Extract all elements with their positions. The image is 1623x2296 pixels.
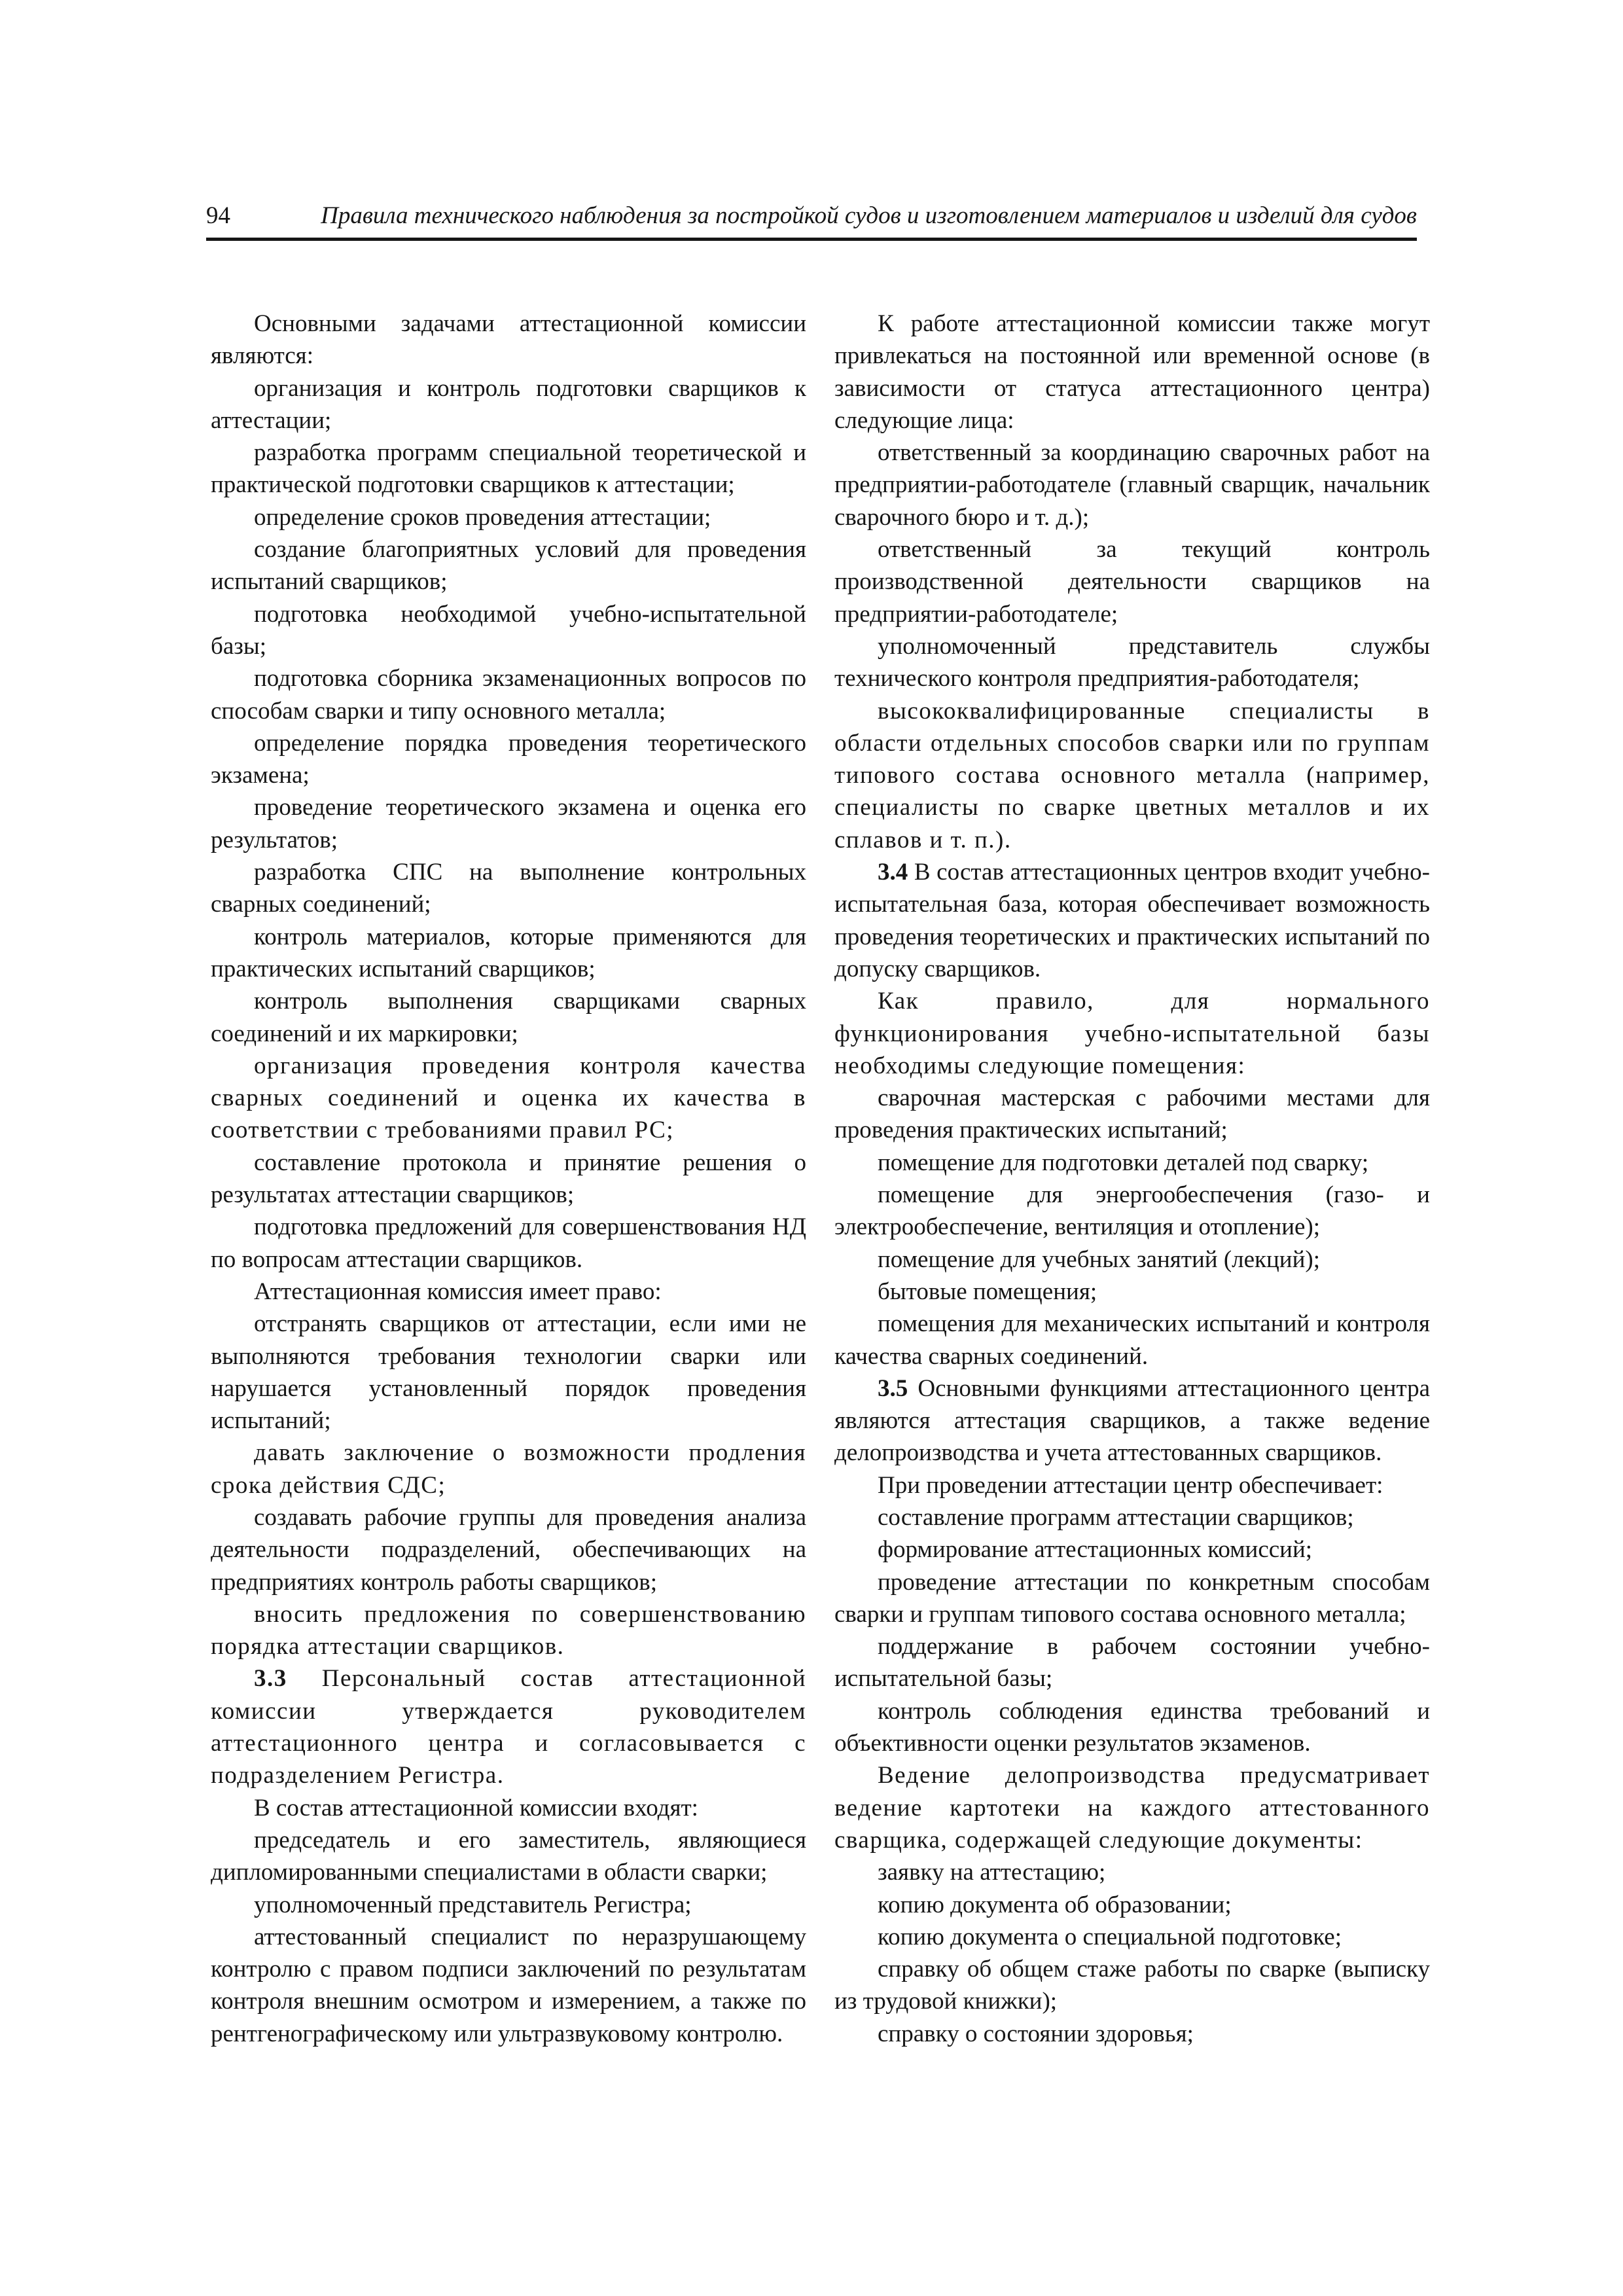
paragraph-text: формирование аттестационных комиссий;: [878, 1536, 1313, 1564]
paragraph: [211, 1276, 806, 1308]
paragraph: [834, 1856, 1430, 1888]
paragraph-text: бытовые помещения;: [878, 1278, 1097, 1305]
paragraph-text: создание благоприятных условий для проведения испытаний сварщиков;: [211, 536, 806, 596]
paragraph: [211, 1308, 806, 1437]
paragraph-text: вносить предложения по совершенствованию порядка аттестации сварщиков.: [211, 1600, 806, 1660]
paragraph-text: подготовка предложений для совершенствования НД по вопросам аттестации сварщиков.: [211, 1213, 806, 1273]
paragraph-text: подготовка сборника экзаменационных вопросов по способам сварки и типу основного металла;: [211, 665, 806, 725]
paragraph-text: Персональный состав аттестационной комиссии утверждается руководителем аттестационного центра и согласовывается с подразделением Регистра.: [211, 1665, 806, 1789]
paragraph: [211, 1050, 806, 1147]
paragraph: [834, 1695, 1430, 1760]
paragraph-text: создавать рабочие группы для проведения анализа деятельности подразделений, обеспечивающих на предприятиях контроль работы сварщиков;: [211, 1503, 806, 1596]
paragraph: [834, 308, 1430, 437]
paragraph-text: помещение для подготовки деталей под сварку;: [878, 1149, 1369, 1176]
paragraph-text: составление протокола и принятие решения о результатах аттестации сварщиков;: [211, 1149, 806, 1209]
paragraph-text: В состав аттестационной комиссии входят:: [254, 1794, 698, 1821]
paragraph-text: контроль выполнения сварщиками сварных соединений и их маркировки;: [211, 988, 806, 1047]
paragraph: [834, 1147, 1430, 1179]
paragraph: [211, 1501, 806, 1598]
running-title: Правила технического наблюдения за постройкой судов и изготовлением материалов и изделий для судов: [321, 202, 1417, 229]
paragraph: [211, 308, 806, 372]
paragraph: [211, 1921, 806, 2050]
paragraph-text: председатель и его заместитель, являющиеся дипломированными специалистами в области сварки;: [211, 1826, 806, 1886]
paragraph: [834, 533, 1430, 630]
paragraph: [211, 727, 806, 792]
paragraph: [834, 1759, 1430, 1856]
section-number: 3.4: [878, 859, 908, 886]
section-number: 3.3: [254, 1665, 287, 1693]
paragraph-text: разработка программ специальной теоретической и практической подготовки сварщиков к аттестации;: [211, 439, 806, 499]
paragraph: [211, 1792, 806, 1824]
paragraph-text: При проведении аттестации центр обеспечивает:: [878, 1471, 1383, 1499]
paragraph-text: составление программ аттестации сварщиков;: [878, 1503, 1354, 1531]
paragraph-text: контроль соблюдения единства требований и объективности оценки результатов экзаменов.: [834, 1697, 1430, 1757]
paragraph-text: проведение теоретического экзамена и оценка его результатов;: [211, 794, 806, 853]
paragraph-text: Основными функциями аттестационного центра являются аттестация сварщиков, а также ведение делопроизводства и учета аттестованных сварщиков.: [834, 1374, 1430, 1467]
paragraph-text: ответственный за текущий контроль производственной деятельности сварщиков на предприятии-работодателе;: [834, 536, 1430, 628]
paragraph-text: проведение аттестации по конкретным способам сварки и группам типового состава основного металла;: [834, 1568, 1430, 1628]
paragraph-text: давать заключение о возможности продления срока действия СДС;: [211, 1439, 806, 1499]
paragraph: [211, 856, 806, 921]
paragraph-text: высококвалифицированные специалисты в области отдельных способов сварки или по группам типового состава основного металла (например, специалисты по сварке цветных металлов и их сплавов и т. п.).: [834, 697, 1430, 853]
paragraph: [834, 1179, 1430, 1244]
paragraph-text: определение сроков проведения аттестации;: [254, 503, 711, 531]
paragraph-text: разработка СПС на выполнение контрольных сварных соединений;: [211, 859, 806, 918]
paragraph: [211, 437, 806, 501]
paragraph: [834, 1630, 1430, 1695]
paragraph-text: Как правило, для нормального функционирования учебно-испытательной базы необходимы следующие помещения:: [834, 988, 1430, 1079]
paragraph: [211, 921, 806, 986]
paragraph-text: контроль материалов, которые применяются для практических испытаний сварщиков;: [211, 923, 806, 982]
paragraph-text: уполномоченный представитель Регистра;: [254, 1891, 692, 1918]
right-column: [834, 308, 1430, 2050]
paragraph: [834, 1469, 1430, 1501]
paragraph-text: подготовка необходимой учебно-испытательной базы;: [211, 600, 806, 660]
header-rule: [206, 238, 1417, 241]
paragraph-text: помещение для энергообеспечения (газо- и электрообеспечение, вентиляция и отопление);: [834, 1181, 1430, 1241]
paragraph: [834, 856, 1430, 985]
paragraph-text: Аттестационная комиссия имеет право:: [254, 1278, 662, 1305]
paragraph: [834, 985, 1430, 1082]
paragraph-text: ответственный за координацию сварочных работ на предприятии-работодателе (главный сварщик, начальник сварочного бюро и т. д.);: [834, 439, 1430, 531]
paragraph: [834, 1082, 1430, 1147]
paragraph-text: аттестованный специалист по неразрушающему контролю с правом подписи заключений по результатам контроля внешним осмотром и измерением, а также по рентгенографическому или ультразвуковому контролю.: [211, 1923, 806, 2047]
paragraph: [211, 533, 806, 598]
paragraph: [834, 437, 1430, 533]
paragraph: [211, 372, 806, 437]
paragraph-text: определение порядка проведения теоретического экзамена;: [211, 729, 806, 789]
left-column: [211, 308, 806, 2050]
paragraph-text: помещение для учебных занятий (лекций);: [878, 1246, 1321, 1273]
paragraph: [834, 1501, 1430, 1534]
paragraph-text: помещения для механических испытаний и контроля качества сварных соединений.: [834, 1310, 1430, 1370]
paragraph-text: организация проведения контроля качества сварных соединений и оценка их качества в соответствии с требованиями правил РС;: [211, 1052, 806, 1144]
paragraph-text: организация и контроль подготовки сварщиков к аттестации;: [211, 374, 806, 434]
page-header: [206, 198, 1417, 237]
paragraph: [211, 1211, 806, 1276]
paragraph-text: Основными задачами аттестационной комиссии являются:: [211, 310, 806, 370]
paragraph-text: копию документа о специальной подготовке;: [878, 1923, 1342, 1950]
paragraph: [211, 1889, 806, 1921]
paragraph: [211, 501, 806, 533]
paragraph: [834, 1889, 1430, 1921]
paragraph-text: справку об общем стаже работы по сварке (выписку из трудовой книжки);: [834, 1956, 1430, 2015]
paragraph: [211, 1147, 806, 1211]
paragraph: [834, 1566, 1430, 1631]
paragraph: [834, 630, 1430, 695]
paragraph-text: справку о состоянии здоровья;: [878, 2020, 1194, 2047]
paragraph: [211, 598, 806, 663]
paragraph-text: сварочная мастерская с рабочими местами для проведения практических испытаний;: [834, 1085, 1430, 1144]
paragraph: [211, 1598, 806, 1663]
paragraph: [834, 695, 1430, 856]
paragraph-text: Ведение делопроизводства предусматривает ведение картотеки на каждого аттестованного сварщика, содержащей следующие документы:: [834, 1762, 1430, 1854]
paragraph: [834, 1308, 1430, 1372]
paragraph: [834, 1921, 1430, 1953]
paragraph: [834, 1534, 1430, 1566]
paragraph-text: отстранять сварщиков от аттестации, если ими не выполняются требования технологии сварки или нарушается установленный порядок проведения испытаний;: [211, 1310, 806, 1435]
paragraph-text: уполномоченный представитель службы технического контроля предприятия-работодателя;: [834, 632, 1430, 692]
paragraph: [211, 1824, 806, 1889]
paragraph-text: К работе аттестационной комиссии также могут привлекаться на постоянной или временной основе (в зависимости от статуса аттестационного центра) следующие лица:: [834, 310, 1430, 434]
paragraph: [834, 1372, 1430, 1469]
paragraph-text: заявку на аттестацию;: [878, 1859, 1106, 1886]
paragraph: [834, 1953, 1430, 2018]
paragraph: [211, 662, 806, 727]
paragraph: [211, 1662, 806, 1791]
paragraph: [834, 2018, 1430, 2050]
paragraph: [211, 1437, 806, 1501]
page-number: 94: [206, 202, 230, 229]
paragraph: [834, 1276, 1430, 1308]
paragraph-text: копию документа об образовании;: [878, 1891, 1232, 1918]
paragraph-text: В состав аттестационных центров входит учебно-испытательная база, которая обеспечивает возможность проведения теоретических и практических испытаний по допуску сварщиков.: [834, 859, 1430, 982]
paragraph: [834, 1244, 1430, 1276]
section-number: 3.5: [878, 1374, 908, 1402]
paragraph: [211, 985, 806, 1050]
paragraph-text: поддержание в рабочем состоянии учебно-испытательной базы;: [834, 1633, 1430, 1693]
paragraph: [211, 791, 806, 856]
